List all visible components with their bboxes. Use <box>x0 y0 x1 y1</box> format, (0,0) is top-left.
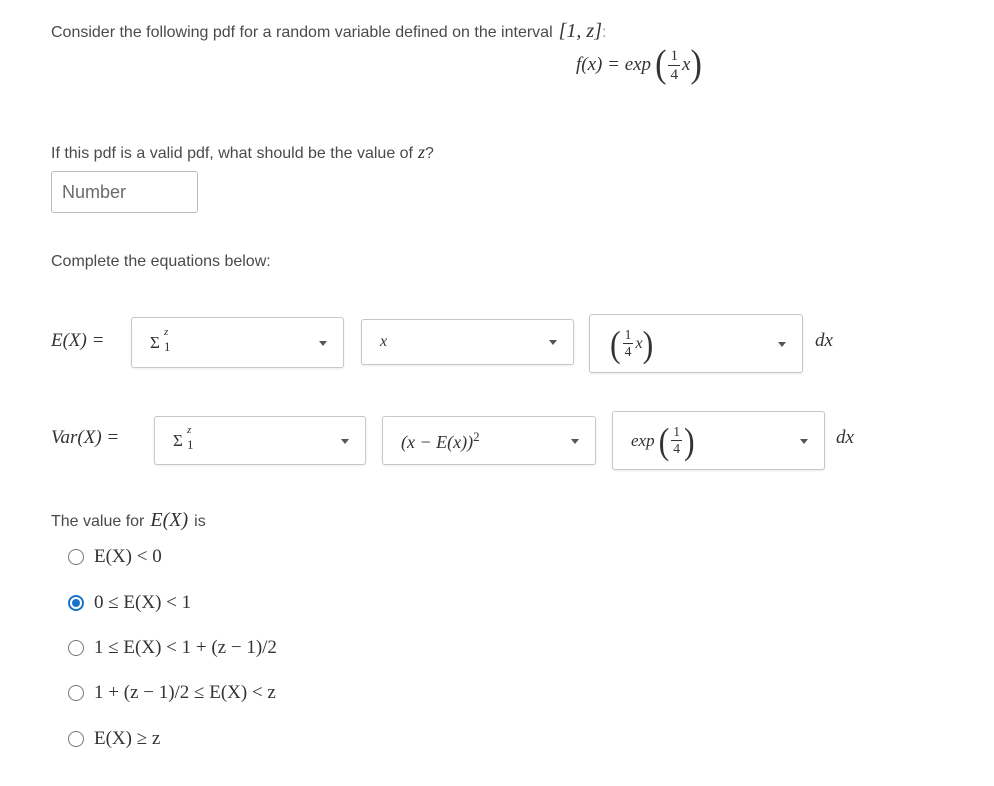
ex-lhs: E(X) = <box>51 330 105 351</box>
pdf-fraction: $\frac{1}{4}$ <box>670 47 679 83</box>
question-z-text: If this pdf is a valid pdf, what should be the value of <box>51 145 413 162</box>
pdf-lhs: f(x) = exp <box>576 54 652 76</box>
chevron-down-icon <box>778 342 786 347</box>
radio-button[interactable] <box>68 731 84 747</box>
sum-symbol: Σ z 1 <box>150 325 171 354</box>
chevron-down-icon <box>319 341 327 346</box>
ex-dd2-value: x <box>380 333 388 350</box>
radio-button-selected[interactable] <box>68 595 84 611</box>
var-lhs: Var(X) = <box>51 427 120 448</box>
z-number-input[interactable] <box>51 171 198 213</box>
option-label: 0 ≤ E(X) < 1 <box>94 592 192 613</box>
ex-dropdown-x[interactable] <box>361 319 574 365</box>
option-label: 1 + (z − 1)/2 ≤ E(X) < z <box>94 682 276 703</box>
question-ex-expr: E(X) <box>150 509 189 531</box>
ex-dropdown-weight[interactable] <box>589 314 803 373</box>
question-z-suffix: ? <box>425 145 434 162</box>
radio-button[interactable] <box>68 685 84 701</box>
interval-expr: [1, z] <box>558 20 602 42</box>
option-ex-0-to-1[interactable] <box>68 592 191 614</box>
question-ex-value <box>51 509 206 532</box>
option-ex-lt-0[interactable] <box>68 546 162 568</box>
radio-button[interactable] <box>68 549 84 565</box>
option-label: E(X) ≥ z <box>94 728 161 749</box>
chevron-down-icon <box>341 439 349 444</box>
question-z <box>51 142 434 163</box>
ex-dx: dx <box>815 330 833 351</box>
intro-text: Consider the following pdf for a random variable defined on the interval <box>51 24 553 41</box>
ex-dropdown-sum[interactable] <box>131 317 344 368</box>
complete-equations-label: Complete the equations below: <box>51 253 271 270</box>
question-z-var: z <box>418 142 426 162</box>
intro-line <box>51 20 606 43</box>
pdf-var: x <box>682 54 691 76</box>
var-dd2-expr: $(x - E(x))^2$ <box>401 428 480 452</box>
option-label: E(X) < 0 <box>94 546 162 567</box>
var-dropdown-sum[interactable] <box>154 416 366 465</box>
intro-suffix: : <box>602 24 607 41</box>
ex-dd3-expr: ( $\frac{1}{4}$ x ) <box>610 322 654 365</box>
option-ex-mid-to-z[interactable] <box>68 682 276 704</box>
var-dropdown-deviation[interactable] <box>382 416 596 465</box>
question-ex-text: The value for <box>51 513 145 530</box>
sum-symbol: Σ z 1 <box>173 423 194 452</box>
chevron-down-icon <box>549 340 557 345</box>
radio-button[interactable] <box>68 640 84 656</box>
var-dx: dx <box>836 427 854 448</box>
question-ex-suffix: is <box>194 513 206 530</box>
chevron-down-icon <box>800 439 808 444</box>
option-ex-gte-z[interactable] <box>68 728 160 750</box>
var-dropdown-weight[interactable] <box>612 411 825 470</box>
option-label: 1 ≤ E(X) < 1 + (z − 1)/2 <box>94 637 277 658</box>
chevron-down-icon <box>571 439 579 444</box>
option-ex-1-to-mid[interactable] <box>68 637 277 659</box>
var-dd3-expr: exp ( $\frac{1}{4}$ ) <box>631 419 695 462</box>
pdf-formula: f(x) = exp ( $\frac{1}{4}$ x ) <box>576 43 702 86</box>
